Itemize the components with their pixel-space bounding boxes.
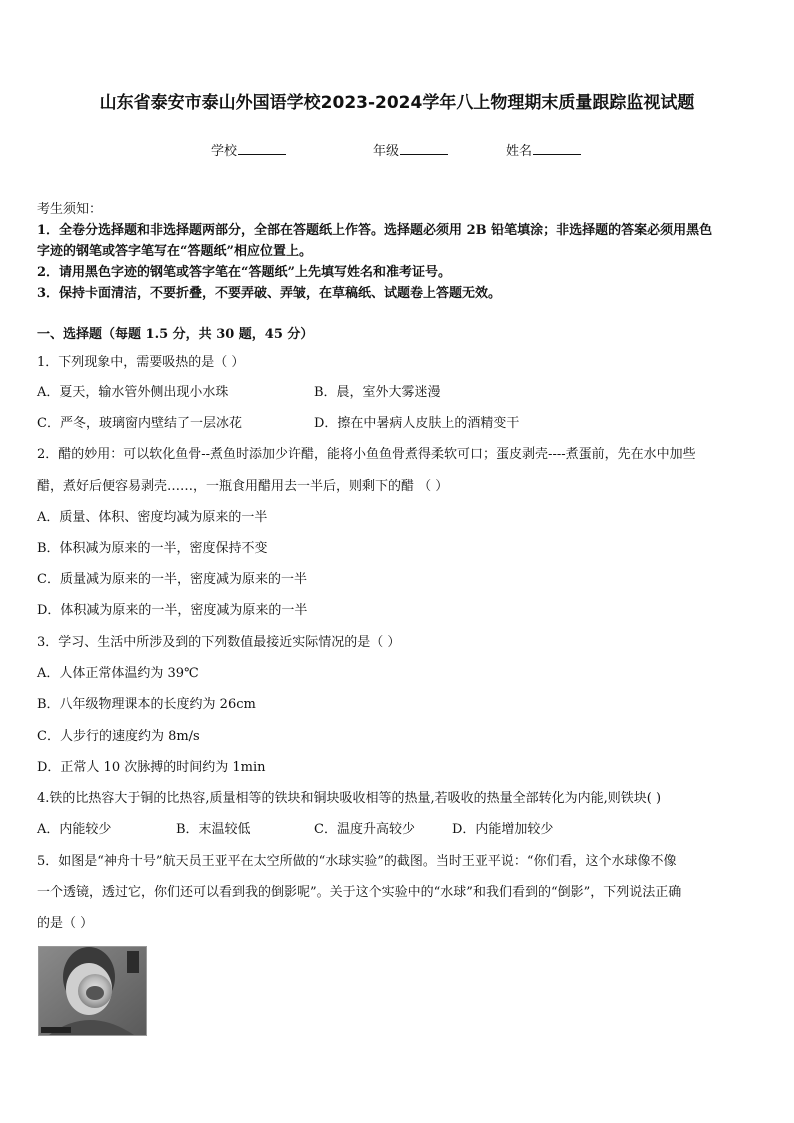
q2-stem-line1: 2．醋的妙用：可以软化鱼骨--煮鱼时添加少许醋，能将小鱼鱼骨煮得柔软可口；蛋皮剥壳----煮蛋前，先在水中加些 [37, 447, 696, 462]
notice-item-3: 3．保持卡面清洁，不要折叠，不要弄破、弄皱，在草稿纸、试题卷上答题无效。 [37, 286, 502, 301]
q2-option-d[interactable]: D．体积减为原来的一半，密度减为原来的一半 [37, 603, 308, 618]
q4-option-b[interactable]: B．末温较低 [176, 822, 251, 837]
q4-option-c[interactable]: C．温度升高较少 [314, 822, 415, 837]
q4-stem: 4.铁的比热容大于铜的比热容,质量相等的铁块和铜块吸收相等的热量,若吸收的热量全部转化为内能,则铁块( ) [37, 791, 662, 806]
q1-option-b[interactable]: B．晨，室外大雾迷漫 [314, 385, 441, 400]
q1-stem: 1．下列现象中，需要吸热的是（ ） [37, 355, 245, 370]
q3-option-b[interactable]: B．八年级物理课本的长度约为 26cm [37, 697, 256, 712]
section-heading: 一、选择题（每题 1.5 分，共 30 题，45 分） [37, 327, 314, 342]
name-field[interactable] [506, 140, 581, 159]
q5-stem-line2: 一个透镜，透过它，你们还可以看到我的倒影呢”。关于这个实验中的“水球”和我们看到的“倒影”，下列说法正确 [37, 885, 682, 900]
q2-stem-line2: 醋，煮好后便容易剥壳……，一瓶食用醋用去一半后，则剩下的醋 （ ） [37, 479, 449, 494]
q3-option-c[interactable]: C．人步行的速度约为 8m/s [37, 729, 200, 744]
school-label: 学校 [211, 144, 238, 159]
exam-title: 山东省泰安市泰山外国语学校2023-2024学年八上物理期末质量跟踪监视试题 [99, 93, 695, 113]
school-field[interactable] [211, 140, 286, 159]
q1-option-c[interactable]: C．严冬，玻璃窗内壁结了一层冰花 [37, 416, 242, 431]
grade-field[interactable] [373, 140, 448, 159]
q3-option-d[interactable]: D．正常人 10 次脉搏的时间约为 1min [37, 760, 266, 775]
grade-label: 年级 [373, 144, 400, 159]
water-ball-photo-graphic [39, 947, 146, 1035]
school-blank[interactable] [238, 142, 286, 155]
q2-option-a[interactable]: A．质量、体积、密度均减为原来的一半 [37, 510, 268, 525]
q3-option-a[interactable]: A．人体正常体温约为 39℃ [37, 666, 199, 681]
notice-item-2: 2．请用黑色字迹的钢笔或答字笔在“答题纸”上先填写姓名和准考证号。 [37, 265, 452, 280]
q3-stem: 3．学习、生活中所涉及到的下列数值最接近实际情况的是（ ） [37, 635, 401, 650]
notice-heading: 考生须知： [37, 202, 103, 217]
q4-option-a[interactable]: A．内能较少 [37, 822, 112, 837]
water-ball-photo [38, 946, 147, 1036]
q1-option-a[interactable]: A．夏天，输水管外侧出现小水珠 [37, 385, 229, 400]
q1-option-d[interactable]: D．擦在中暑病人皮肤上的酒精变干 [314, 416, 520, 431]
notice-item-1-cont: 字迹的钢笔或答字笔写在“答题纸”相应位置上。 [37, 244, 312, 259]
q2-option-b[interactable]: B．体积减为原来的一半，密度保持不变 [37, 541, 268, 556]
grade-blank[interactable] [400, 142, 448, 155]
q5-stem-line3: 的是（ ） [37, 916, 94, 931]
name-blank[interactable] [533, 142, 581, 155]
q5-stem-line1: 5．如图是“神舟十号”航天员王亚平在太空所做的“水球实验”的截图。当时王亚平说：“你们看，这个水球像不像 [37, 854, 677, 869]
notice-item-1: 1．全卷分选择题和非选择题两部分，全部在答题纸上作答。选择题必须用 2B 铅笔填涂；非选择题的答案必须用黑色 [37, 223, 713, 238]
name-label: 姓名 [506, 144, 533, 159]
q4-option-d[interactable]: D．内能增加较少 [452, 822, 554, 837]
q2-option-c[interactable]: C．质量减为原来的一半，密度减为原来的一半 [37, 572, 307, 587]
